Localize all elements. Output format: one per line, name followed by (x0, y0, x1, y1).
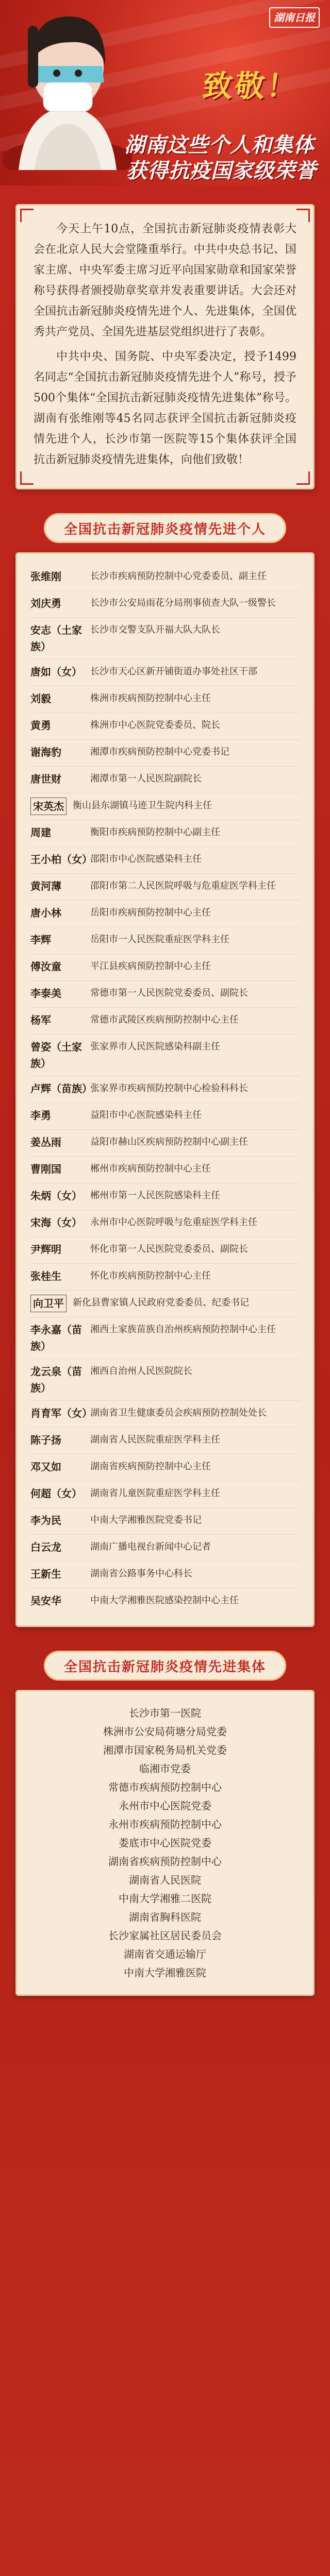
collective-item: 长沙家属社区居民委员会 (108, 1929, 222, 1942)
person-title: 湖南广播电视台新闻中心记者 (90, 1541, 211, 1552)
individuals-list (15, 552, 315, 1627)
list-item (30, 1008, 300, 1035)
person-name: 吴安华 (30, 1595, 61, 1607)
collective-item: 临湘市党委 (139, 1762, 191, 1775)
collective-item: 株洲市公安局荷塘分局党委 (103, 1725, 227, 1738)
corner-ornament (296, 471, 310, 485)
person-title: 怀化市疾病预防控制中心主任 (90, 1270, 211, 1281)
person-name: 傅汝童 (30, 960, 61, 973)
person-name: 张桂生 (30, 1270, 61, 1282)
person-name: 黄河薄 (30, 880, 61, 892)
list-item (30, 981, 300, 1008)
headline-line-1: 湖南这些个人和集体 (124, 133, 315, 157)
person-title: 中南大学湘雅医院党委书记 (90, 1515, 202, 1526)
person-name: 唐如（女） (30, 666, 82, 678)
newspaper-badge: 湖南日报 (269, 7, 320, 28)
list-item (30, 1103, 300, 1130)
list-item (30, 847, 300, 874)
list-item (30, 874, 300, 901)
person-title: 湖南省儿童医院重症医学科主任 (90, 1488, 220, 1499)
person-name: 姜丛雨 (30, 1136, 61, 1148)
person-name: 何超（女） (30, 1487, 82, 1500)
person-title: 常德市第一人民医院党委委员、副院长 (90, 988, 248, 998)
person-name: 王小柏（女） (30, 853, 92, 866)
person-title: 张家界市疾病预防控制中心检验科科长 (90, 1083, 248, 1094)
person-name: 宋英杰 (30, 798, 67, 815)
corner-ornament (20, 471, 34, 485)
person-title: 湖南省疾病预防控制中心主任 (90, 1461, 211, 1472)
list-item (30, 901, 300, 927)
list-item (30, 1535, 300, 1562)
collective-item: 常德市疾病预防控制中心 (108, 1781, 222, 1793)
person-name: 李辉 (30, 934, 51, 946)
person-name: 刘毅 (30, 692, 51, 705)
person-title: 湘潭市疾病预防控制中心党委书记 (90, 747, 229, 757)
person-name: 刘庆勇 (30, 597, 61, 609)
list-item (30, 954, 300, 981)
person-name: 白云龙 (30, 1541, 61, 1553)
salute-title: 致敬！ (201, 69, 301, 104)
person-name: 杨军 (30, 1014, 51, 1026)
person-name: 李勇 (30, 1109, 51, 1122)
person-title: 湘西土家族苗族自治州疾病预防控制中心主任 (90, 1324, 276, 1335)
list-item (30, 1264, 300, 1291)
intro-paragraph: 今天上午10点，全国抗击新冠肺炎疫情表彰大会在北京人民大会堂隆重举行。中共中央总书记、国家主席、中央军委主席习近平向国家勋章和国家荣誉称号获得者颁授勋章奖章并发表重要讲话。大会还对全国抗击新冠肺炎疫情先进个人、先进集体，全国优秀共产党员、全国先进基层党组织进行了表彰。 (34, 223, 296, 338)
list-item (30, 767, 300, 793)
section-title-individuals: 全国抗击新冠肺炎疫情先进个人 (44, 513, 286, 543)
person-name: 卢辉（苗族） (30, 1082, 92, 1095)
person-title: 益阳市中心医院感染科主任 (90, 1110, 202, 1121)
person-title: 新化县曹家镇人民政府党委委员、纪委书记 (73, 1297, 249, 1308)
person-name: 宋海（女） (30, 1216, 82, 1229)
list-item (30, 1481, 300, 1508)
list-item (30, 1183, 300, 1210)
list-item (30, 1237, 300, 1264)
person-title: 岳阳市疾病预防控制中心主任 (90, 907, 211, 918)
list-item (30, 686, 300, 713)
list-item (30, 1130, 300, 1157)
person-name: 陈子扬 (30, 1434, 61, 1446)
person-title: 湖南省人民医院重症医学科主任 (90, 1434, 220, 1445)
intro-paragraph: 中共中央、国务院、中央军委决定，授予1499名同志“全国抗击新冠肺炎疫情先进个人”称号，授予500个集体“全国抗击新冠肺炎疫情先进集体”称号。湖南有张维刚等45名同志获评全国抗击新冠肺炎疫情先进个人，长沙市第一医院等15个集体获评全国抗击新冠肺炎疫情先进集体，向他们致敬！ (34, 350, 296, 466)
person-title: 衡阳市疾病预防控制中心副主任 (90, 827, 220, 838)
person-title: 中南大学湘雅医院感染控制中心主任 (90, 1595, 239, 1606)
list-item (30, 793, 300, 820)
person-title: 株洲市疾病预防控制中心主任 (90, 693, 211, 704)
person-title: 长沙市疾病预防控制中心党委委员、副主任 (90, 571, 267, 582)
collectives-list (15, 1690, 315, 1996)
person-title: 衡山县东湖镇马迹卫生院内科主任 (73, 800, 212, 811)
person-title: 岳阳市一人民医院重症医学科主任 (90, 934, 229, 945)
person-name: 王新生 (30, 1568, 61, 1580)
collective-item: 湖南省胸科医院 (129, 1911, 201, 1923)
person-title: 郴州市疾病预防控制中心主任 (90, 1163, 211, 1174)
collective-item: 永州市疾病预防控制中心 (108, 1818, 222, 1831)
person-name: 谢海豹 (30, 746, 61, 758)
list-item (30, 1076, 300, 1103)
person-title: 常德市武陵区疾病预防控制中心主任 (90, 1014, 239, 1025)
list-item (30, 1210, 300, 1237)
list-item (30, 820, 300, 847)
person-title: 湘西自治州人民医院院长 (90, 1366, 192, 1377)
list-item (30, 1359, 300, 1401)
list-item (30, 1428, 300, 1454)
corner-ornament (296, 209, 310, 222)
corner-ornament (20, 209, 34, 222)
list-item (30, 1454, 300, 1481)
medic-illustration (3, 5, 132, 170)
person-title: 怀化市第一人民医院党委委员、副院长 (90, 1244, 248, 1255)
person-name: 黄勇 (30, 719, 51, 732)
person-title: 张家界市人民医院感染科副主任 (90, 1041, 220, 1052)
list-item (30, 1291, 300, 1317)
person-name: 张维刚 (30, 570, 61, 583)
person-title: 郴州市第一人民医院感染科主任 (90, 1190, 220, 1201)
person-name: 唐世财 (30, 773, 61, 785)
person-name: 李为民 (30, 1514, 61, 1527)
person-title: 邵阳市第二人民医院呼吸与危重症医学科主任 (90, 880, 276, 891)
person-title: 湖南省公路事务中心科长 (90, 1568, 192, 1579)
list-item (30, 659, 300, 686)
person-name: 唐小林 (30, 907, 61, 919)
person-title: 株洲市中心医院党委委员、院长 (90, 720, 220, 731)
intro-card (15, 204, 315, 489)
list-item (30, 591, 300, 618)
collective-item: 中南大学湘雅二医院 (119, 1892, 211, 1905)
person-name: 向卫平 (30, 1295, 67, 1312)
person-title: 平江县疾病预防控制中心主任 (90, 961, 211, 972)
list-item (30, 618, 300, 659)
collective-item: 湖南省交通运输厅 (124, 1948, 206, 1960)
collective-item: 湖南省人民医院 (129, 1874, 201, 1886)
section-title-collectives: 全国抗击新冠肺炎疫情先进集体 (44, 1651, 286, 1681)
collective-item: 娄底市中心医院党委 (119, 1837, 211, 1849)
list-item (30, 1317, 300, 1359)
person-title: 邵阳市中心医院感染科主任 (90, 854, 202, 865)
person-title: 益阳市赫山区疾病预防控制中心副主任 (90, 1137, 248, 1147)
list-item (30, 927, 300, 954)
person-name: 李泰美 (30, 987, 61, 999)
person-name: 曹刚国 (30, 1163, 61, 1175)
person-title: 长沙市天心区新开铺街道办事处社区干部 (90, 666, 257, 677)
collective-item: 湖南省疾病预防控制中心 (108, 1855, 222, 1868)
list-item (30, 564, 300, 591)
person-title: 湖南省卫生健康委员会疾病预防控制处处长 (90, 1408, 267, 1418)
person-title: 长沙市交警支队开福大队大队长 (90, 624, 220, 635)
list-item (30, 740, 300, 767)
person-name: 肖育军（女） (30, 1407, 92, 1419)
person-title: 长沙市公安局雨花分局刑事侦查大队一级警长 (90, 598, 276, 608)
collective-item: 永州市中心医院党委 (119, 1800, 211, 1812)
collective-item: 长沙市第一医院 (129, 1707, 201, 1719)
person-title: 永州市中心医院呼吸与危重症医学科主任 (90, 1217, 257, 1228)
hero-banner (0, 0, 330, 185)
person-name: 曾姿（土家族） (30, 1041, 82, 1070)
collective-item: 湘潭市国家税务局机关党委 (103, 1744, 227, 1756)
list-item (30, 1562, 300, 1588)
person-name: 安志（土家族） (30, 624, 82, 653)
person-name: 李永嘉（苗族） (30, 1324, 82, 1352)
headline-line-2: 获得抗疫国家级荣誉 (126, 159, 317, 183)
list-item (30, 1508, 300, 1535)
person-name: 邓又如 (30, 1461, 61, 1473)
list-item (30, 1401, 300, 1428)
person-name: 周建 (30, 826, 51, 839)
collective-item: 中南大学湘雅医院 (124, 1967, 206, 1979)
person-title: 湘潭市第一人民医院副院长 (90, 773, 202, 784)
person-name: 龙云泉（苗族） (30, 1365, 82, 1394)
person-name: 朱炳（女） (30, 1190, 82, 1202)
list-item (30, 1157, 300, 1183)
list-item (30, 713, 300, 740)
list-item (30, 1588, 300, 1615)
list-item (30, 1035, 300, 1076)
person-name: 尹辉明 (30, 1243, 61, 1256)
